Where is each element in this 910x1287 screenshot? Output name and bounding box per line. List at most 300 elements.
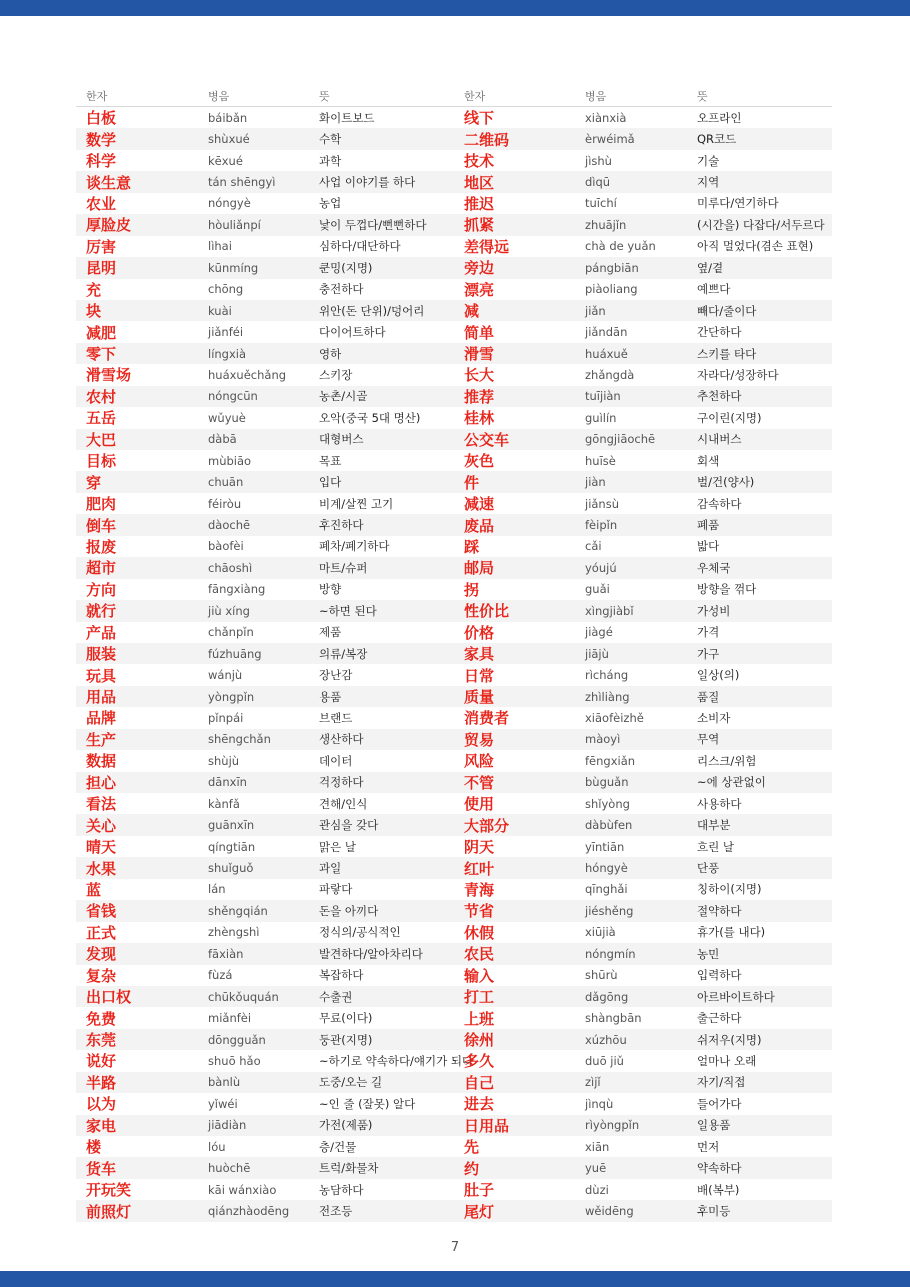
left-hanzi: 东莞 — [86, 1031, 117, 1050]
left-meaning: 쿤밍(지명) — [319, 260, 373, 275]
right-hanzi: 日用品 — [464, 1116, 510, 1135]
table-row — [76, 900, 832, 921]
table-row — [76, 1115, 832, 1136]
right-pinyin: rìyòngpǐn — [585, 1118, 640, 1133]
right-pinyin: tuīchí — [585, 196, 617, 211]
left-pinyin: yǐwéi — [208, 1096, 238, 1111]
left-pinyin: chuān — [208, 475, 244, 490]
left-meaning: 과일 — [319, 861, 342, 876]
left-hanzi: 服装 — [86, 645, 117, 664]
left-pinyin: huòchē — [208, 1161, 251, 1176]
left-pinyin: shěngqián — [208, 903, 268, 918]
left-meaning: 수출권 — [319, 989, 353, 1004]
table-row — [76, 407, 832, 428]
right-hanzi: 滑雪 — [464, 345, 495, 364]
table-row — [76, 879, 832, 900]
header-hanzi: 한자 — [86, 90, 108, 103]
left-meaning: 과학 — [319, 153, 342, 168]
right-pinyin: huáxuě — [585, 346, 628, 361]
right-meaning: 밟다 — [697, 539, 720, 554]
table-row — [76, 557, 832, 578]
left-meaning: 가전(제품) — [319, 1118, 373, 1133]
table-row — [76, 772, 832, 793]
right-meaning: (시간을) 다잡다/서두르다 — [697, 217, 825, 232]
left-pinyin: qiánzhàodēng — [208, 1204, 290, 1219]
left-pinyin: shuǐguǒ — [208, 861, 254, 876]
table-row — [76, 171, 832, 192]
right-hanzi: 减速 — [464, 495, 495, 514]
right-meaning: 단풍 — [697, 861, 720, 876]
right-meaning: 품질 — [697, 689, 720, 704]
left-hanzi: 充 — [86, 280, 102, 299]
table-row — [76, 664, 832, 685]
right-hanzi: 地区 — [464, 173, 495, 192]
right-pinyin: jiājù — [585, 646, 609, 661]
right-pinyin: zhǎngdà — [585, 367, 635, 382]
left-meaning: 장난감 — [319, 668, 353, 683]
right-pinyin: jìshù — [585, 153, 612, 168]
right-pinyin: zìjǐ — [585, 1075, 601, 1090]
left-pinyin: féiròu — [208, 496, 242, 511]
header-pinyin: 병음 — [208, 90, 230, 103]
left-meaning: 농촌/시골 — [319, 389, 368, 404]
right-hanzi: 徐州 — [464, 1031, 495, 1050]
left-hanzi: 五岳 — [86, 409, 117, 428]
table-row — [76, 707, 832, 728]
right-pinyin: xúzhōu — [585, 1032, 627, 1047]
right-pinyin: bùguǎn — [585, 775, 629, 790]
right-hanzi: 大部分 — [464, 816, 510, 835]
left-meaning: 농업 — [319, 196, 342, 211]
left-hanzi: 农业 — [86, 194, 117, 213]
left-pinyin: mùbiāo — [208, 453, 252, 468]
right-pinyin: dàbùfen — [585, 818, 633, 833]
left-pinyin: lán — [208, 882, 226, 897]
right-hanzi: 进去 — [464, 1095, 495, 1114]
left-pinyin: yòngpǐn — [208, 689, 255, 704]
right-meaning: 일용품 — [697, 1118, 731, 1133]
table-row — [76, 214, 832, 235]
left-meaning: 목표 — [319, 453, 342, 468]
right-pinyin: qīnghǎi — [585, 882, 628, 897]
left-hanzi: 半路 — [86, 1073, 117, 1092]
left-pinyin: dōngguǎn — [208, 1032, 266, 1047]
left-pinyin: fúzhuāng — [208, 646, 262, 661]
left-meaning: 방향 — [319, 582, 342, 597]
left-pinyin: jiādiàn — [208, 1118, 247, 1133]
right-hanzi: 贸易 — [464, 730, 495, 749]
left-hanzi: 玩具 — [86, 666, 117, 685]
right-hanzi: 青海 — [464, 880, 495, 899]
table-header — [76, 86, 832, 107]
left-hanzi: 晴天 — [86, 838, 117, 857]
right-meaning: 농민 — [697, 946, 720, 961]
left-meaning: 다이어트하다 — [319, 325, 386, 340]
left-meaning: 브랜드 — [319, 710, 353, 725]
left-pinyin: kànfǎ — [208, 796, 240, 811]
left-hanzi: 减肥 — [86, 323, 117, 342]
right-meaning: 사용하다 — [697, 796, 742, 811]
right-pinyin: xìngjiàbǐ — [585, 603, 634, 618]
right-meaning: 추천하다 — [697, 389, 742, 404]
left-hanzi: 肥肉 — [86, 495, 117, 514]
table-row — [76, 836, 832, 857]
right-hanzi: 废品 — [464, 516, 495, 535]
header-meaning-right: 뜻 — [697, 90, 708, 103]
right-pinyin: màoyì — [585, 732, 621, 747]
right-hanzi: 技术 — [464, 152, 495, 171]
right-pinyin: guǎi — [585, 582, 610, 597]
right-hanzi: 线下 — [464, 109, 495, 128]
right-pinyin: chà de yuǎn — [585, 239, 656, 254]
right-pinyin: jiàgé — [585, 625, 613, 640]
right-meaning: 리스크/위험 — [697, 753, 757, 768]
right-pinyin: xiān — [585, 1139, 610, 1154]
left-hanzi: 说好 — [86, 1052, 117, 1071]
left-hanzi: 倒车 — [86, 516, 117, 535]
right-hanzi: 邮局 — [464, 559, 495, 578]
table-row — [76, 922, 832, 943]
table-row — [76, 579, 832, 600]
left-pinyin: chūkǒuquán — [208, 989, 279, 1004]
right-pinyin: duō jiǔ — [585, 1053, 624, 1068]
left-meaning: 비계/살찐 고기 — [319, 496, 394, 511]
header-pinyin-right: 병음 — [585, 90, 607, 103]
table-row — [76, 1050, 832, 1071]
right-hanzi: 二维码 — [464, 130, 510, 149]
right-pinyin: fēngxiǎn — [585, 753, 636, 768]
left-pinyin: hòuliǎnpí — [208, 217, 261, 232]
left-hanzi: 目标 — [86, 452, 117, 471]
right-pinyin: huīsè — [585, 453, 616, 468]
right-hanzi: 推荐 — [464, 387, 495, 406]
left-meaning: 용품 — [319, 689, 342, 704]
right-meaning: 먼저 — [697, 1139, 720, 1154]
left-hanzi: 数学 — [86, 130, 117, 149]
left-pinyin: shēngchǎn — [208, 732, 271, 747]
right-meaning: 흐린 날 — [697, 839, 734, 854]
right-meaning: 벌/건(양사) — [697, 475, 755, 490]
right-hanzi: 多久 — [464, 1052, 495, 1071]
table-row — [76, 686, 832, 707]
table-row — [76, 493, 832, 514]
right-meaning: 대부분 — [697, 818, 731, 833]
page-number: 7 — [450, 1240, 460, 1255]
right-hanzi: 阴天 — [464, 838, 495, 857]
table-row — [76, 386, 832, 407]
left-pinyin: kūnmíng — [208, 260, 259, 275]
left-pinyin: báibǎn — [208, 110, 248, 125]
right-hanzi: 红叶 — [464, 859, 495, 878]
right-hanzi: 不管 — [464, 773, 495, 792]
right-pinyin: zhìliàng — [585, 689, 630, 704]
right-meaning: 구이린(지명) — [697, 410, 762, 425]
right-meaning: 자기/직접 — [697, 1075, 746, 1090]
left-hanzi: 前照灯 — [86, 1202, 132, 1221]
right-hanzi: 件 — [464, 473, 480, 492]
left-pinyin: tán shēngyì — [208, 175, 276, 190]
table-row — [76, 750, 832, 771]
header-hanzi-right: 한자 — [464, 90, 486, 103]
right-meaning: 무역 — [697, 732, 720, 747]
right-hanzi: 农民 — [464, 945, 495, 964]
right-hanzi: 价格 — [464, 623, 495, 642]
left-meaning: 사업 이야기를 하다 — [319, 175, 416, 190]
right-meaning: 얼마나 오래 — [697, 1053, 757, 1068]
left-meaning: 전조등 — [319, 1204, 353, 1219]
left-hanzi: 水果 — [86, 859, 117, 878]
left-meaning: 관심을 갖다 — [319, 818, 379, 833]
right-meaning: 방향을 꺾다 — [697, 582, 757, 597]
right-meaning: 가격 — [697, 625, 720, 640]
left-hanzi: 关心 — [86, 816, 117, 835]
left-pinyin: nóngcūn — [208, 389, 258, 404]
left-pinyin: qíngtiān — [208, 839, 256, 854]
left-pinyin: lóu — [208, 1139, 226, 1154]
left-pinyin: língxià — [208, 346, 247, 361]
left-hanzi: 担心 — [86, 773, 117, 792]
left-pinyin: kāi wánxiào — [208, 1182, 277, 1197]
right-hanzi: 差得远 — [464, 237, 510, 256]
left-meaning: 의류/복장 — [319, 646, 368, 661]
right-pinyin: jiǎnsù — [585, 496, 620, 511]
left-meaning: 정식의/공식적인 — [319, 925, 401, 940]
right-pinyin: zhuājǐn — [585, 217, 627, 232]
table-row — [76, 471, 832, 492]
right-hanzi: 日常 — [464, 666, 495, 685]
table-row — [76, 814, 832, 835]
left-meaning: 대형버스 — [319, 432, 364, 447]
left-meaning: 심하다/대단하다 — [319, 239, 401, 254]
left-pinyin: miǎnfèi — [208, 1011, 252, 1026]
left-hanzi: 就行 — [86, 602, 117, 621]
right-meaning: 감속하다 — [697, 496, 742, 511]
right-meaning: 스키를 타다 — [697, 346, 757, 361]
left-hanzi: 出口权 — [86, 988, 132, 1007]
right-pinyin: pángbiān — [585, 260, 639, 275]
left-hanzi: 白板 — [86, 109, 117, 128]
right-meaning: 빼다/줄이다 — [697, 303, 757, 318]
table-row — [76, 986, 832, 1007]
left-meaning: 마트/슈퍼 — [319, 560, 368, 575]
right-hanzi: 旁边 — [464, 259, 495, 278]
table-row — [76, 450, 832, 471]
left-hanzi: 生产 — [86, 730, 117, 749]
left-pinyin: shuō hǎo — [208, 1053, 261, 1068]
right-meaning: 자라다/성장하다 — [697, 367, 779, 382]
right-pinyin: nóngmín — [585, 946, 636, 961]
left-hanzi: 厚脸皮 — [86, 216, 132, 235]
right-pinyin: gōngjiāochē — [585, 432, 656, 447]
left-hanzi: 复杂 — [86, 966, 117, 985]
left-pinyin: dānxīn — [208, 775, 247, 790]
left-hanzi: 楼 — [86, 1138, 102, 1157]
table-row — [76, 321, 832, 342]
left-hanzi: 方向 — [86, 580, 117, 599]
left-pinyin: jiǎnféi — [208, 325, 244, 340]
right-meaning: QR코드 — [697, 132, 737, 147]
right-hanzi: 公交车 — [464, 430, 510, 449]
left-meaning: ~하기로 약속하다/얘기가 되다 — [319, 1053, 474, 1068]
right-hanzi: 节省 — [464, 902, 495, 921]
right-pinyin: cǎi — [585, 539, 602, 554]
left-hanzi: 品牌 — [86, 709, 117, 728]
right-hanzi: 性价比 — [464, 602, 510, 621]
right-meaning: 간단하다 — [697, 325, 742, 340]
left-meaning: 걱정하다 — [319, 775, 364, 790]
right-hanzi: 简单 — [464, 323, 495, 342]
table-row — [76, 364, 832, 385]
right-pinyin: rìcháng — [585, 668, 629, 683]
table-body — [76, 107, 832, 1222]
left-hanzi: 货车 — [86, 1159, 117, 1178]
table-row — [76, 1179, 832, 1200]
right-hanzi: 风险 — [464, 752, 495, 771]
right-meaning: 후미등 — [697, 1204, 731, 1219]
right-hanzi: 消费者 — [464, 709, 510, 728]
right-meaning: 휴가(를 내다) — [697, 925, 766, 940]
right-pinyin: guìlín — [585, 410, 617, 425]
left-pinyin: chāoshì — [208, 560, 253, 575]
right-pinyin: shūrù — [585, 968, 618, 983]
header-meaning: 뜻 — [319, 90, 330, 103]
right-hanzi: 抓紧 — [464, 216, 495, 235]
right-pinyin: dìqū — [585, 175, 611, 190]
left-pinyin: nóngyè — [208, 196, 251, 211]
right-meaning: 지역 — [697, 175, 720, 190]
table-row — [76, 1007, 832, 1028]
left-hanzi: 发现 — [86, 945, 117, 964]
right-pinyin: xiūjià — [585, 925, 616, 940]
left-hanzi: 昆明 — [86, 259, 117, 278]
left-pinyin: shùxué — [208, 132, 250, 147]
table-row — [76, 965, 832, 986]
table-row — [76, 1072, 832, 1093]
right-pinyin: yóujú — [585, 560, 617, 575]
right-hanzi: 减 — [464, 302, 480, 321]
right-pinyin: tuījiàn — [585, 389, 621, 404]
bottom-color-band — [0, 1271, 910, 1287]
left-hanzi: 谈生意 — [86, 173, 132, 192]
left-meaning: 폐차/폐기하다 — [319, 539, 390, 554]
left-hanzi: 超市 — [86, 559, 117, 578]
table-row — [76, 300, 832, 321]
right-meaning: 아직 멀었다(겸손 표현) — [697, 239, 814, 254]
left-meaning: ~하면 된다 — [319, 603, 377, 618]
left-pinyin: chōng — [208, 282, 244, 297]
right-hanzi: 拐 — [464, 580, 480, 599]
right-meaning: 예쁘다 — [697, 282, 731, 297]
right-hanzi: 约 — [464, 1159, 480, 1178]
left-hanzi: 块 — [86, 302, 102, 321]
table-row — [76, 857, 832, 878]
right-pinyin: yuē — [585, 1161, 607, 1176]
table-row — [76, 279, 832, 300]
right-meaning: ~에 상관없이 — [697, 775, 766, 790]
right-meaning: 절약하다 — [697, 903, 742, 918]
left-pinyin: huáxuěchǎng — [208, 367, 287, 382]
left-meaning: 수학 — [319, 132, 342, 147]
left-meaning: 위안(돈 단위)/덩어리 — [319, 303, 425, 318]
left-meaning: 후진하다 — [319, 518, 364, 533]
left-pinyin: kēxué — [208, 153, 243, 168]
right-meaning: 배(복부) — [697, 1182, 740, 1197]
right-hanzi: 长大 — [464, 366, 495, 385]
left-meaning: 복잡하다 — [319, 968, 364, 983]
right-pinyin: xiànxià — [585, 110, 627, 125]
table-row — [76, 622, 832, 643]
left-meaning: 데이터 — [319, 753, 353, 768]
right-meaning: 가성비 — [697, 603, 731, 618]
left-hanzi: 科学 — [86, 152, 117, 171]
left-pinyin: wǔyuè — [208, 410, 246, 425]
right-pinyin: wěidēng — [585, 1204, 634, 1219]
left-hanzi: 农村 — [86, 387, 117, 406]
table-row — [76, 128, 832, 149]
right-meaning: 우체국 — [697, 560, 731, 575]
left-hanzi: 滑雪场 — [86, 366, 132, 385]
right-hanzi: 上班 — [464, 1009, 495, 1028]
table-row — [76, 1029, 832, 1050]
right-pinyin: shàngbān — [585, 1011, 642, 1026]
left-meaning: 생산하다 — [319, 732, 364, 747]
right-meaning: 입력하다 — [697, 968, 742, 983]
table-row — [76, 600, 832, 621]
top-color-band — [0, 0, 910, 16]
table-row — [76, 150, 832, 171]
right-pinyin: yīntiān — [585, 839, 625, 854]
table-row — [76, 1136, 832, 1157]
left-meaning: 무료(이다) — [319, 1011, 373, 1026]
table-row — [76, 1157, 832, 1178]
right-meaning: 오프라인 — [697, 110, 742, 125]
left-meaning: 층/건물 — [319, 1139, 357, 1154]
left-meaning: 트럭/화물차 — [319, 1161, 379, 1176]
table-row — [76, 793, 832, 814]
right-hanzi: 桂林 — [464, 409, 495, 428]
left-pinyin: fāxiàn — [208, 946, 244, 961]
vocabulary-table — [76, 86, 832, 1222]
right-meaning: 쉬저우(지명) — [697, 1032, 762, 1047]
left-hanzi: 穿 — [86, 473, 102, 492]
left-pinyin: wánjù — [208, 668, 243, 683]
table-row — [76, 236, 832, 257]
table-row — [76, 1200, 832, 1221]
right-pinyin: jiǎn — [585, 303, 606, 318]
left-pinyin: zhèngshì — [208, 925, 260, 940]
left-hanzi: 厉害 — [86, 237, 117, 256]
right-pinyin: jìnqù — [585, 1096, 614, 1111]
right-pinyin: fèipǐn — [585, 518, 618, 533]
right-meaning: 아르바이트하다 — [697, 989, 775, 1004]
table-row — [76, 257, 832, 278]
left-pinyin: fùzá — [208, 968, 233, 983]
left-meaning: 둥관(지명) — [319, 1032, 373, 1047]
left-meaning: 입다 — [319, 475, 342, 490]
left-hanzi: 免费 — [86, 1009, 117, 1028]
right-hanzi: 家具 — [464, 645, 495, 664]
left-meaning: 견해/인식 — [319, 796, 368, 811]
left-pinyin: shùjù — [208, 753, 240, 768]
right-hanzi: 尾灯 — [464, 1202, 495, 1221]
right-hanzi: 踩 — [464, 537, 480, 556]
table-row — [76, 343, 832, 364]
left-hanzi: 用品 — [86, 688, 117, 707]
right-pinyin: èrwéimǎ — [585, 132, 635, 147]
left-hanzi: 蓝 — [86, 880, 102, 899]
left-hanzi: 大巴 — [86, 430, 117, 449]
left-pinyin: chǎnpǐn — [208, 625, 254, 640]
